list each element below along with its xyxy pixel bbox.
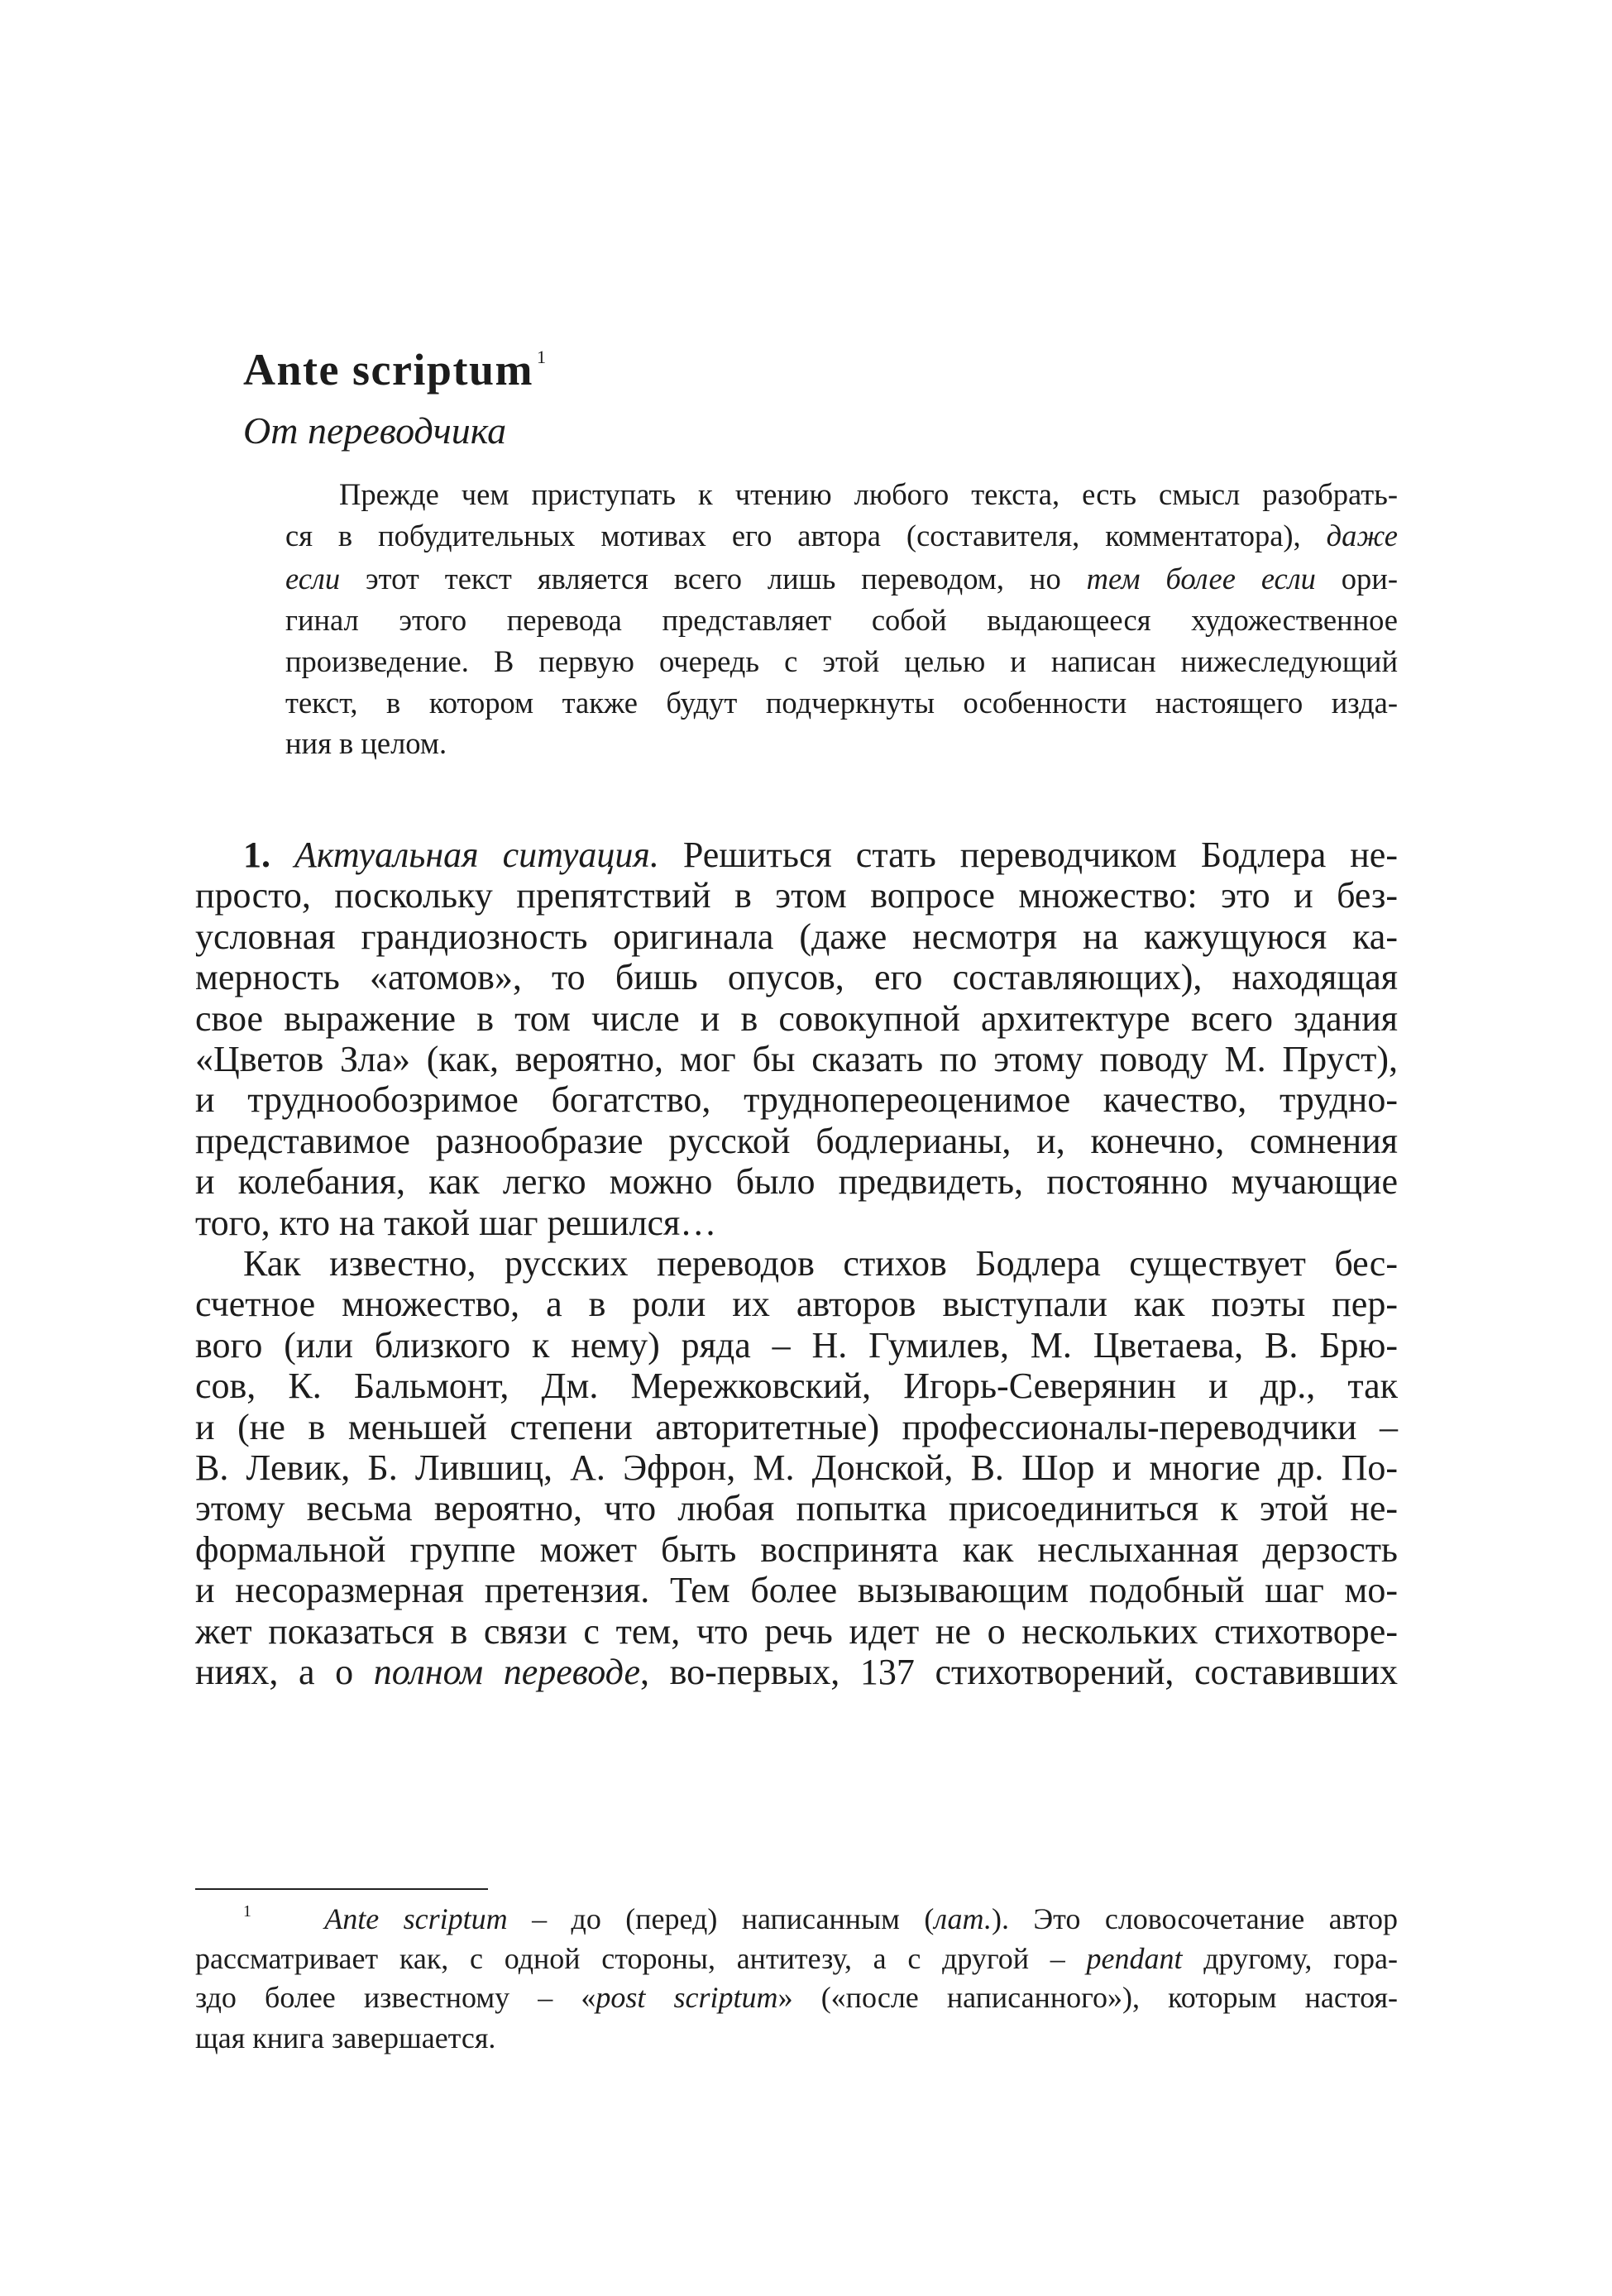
text-line: вого (или близкого к нему) ряда – Н. Гумилев, М. Цветаева, В. Брю-	[195, 1324, 1398, 1366]
chapter-title	[243, 346, 546, 395]
text-line: В. Левик, Б. Лившиц, А. Эфрон, М. Донской, В. Шор и многие др. По-	[195, 1447, 1398, 1488]
text-line: ниях, а о полном переводе, во-первых, 137 стихотворений, составивших	[195, 1652, 1398, 1692]
text-line: и труднообозримое богатство, труднопереоценимое качество, трудно-	[195, 1079, 1398, 1121]
chapter-subtitle: От переводчика	[243, 409, 507, 452]
footnote-reference[interactable]: 1	[536, 347, 546, 367]
text-line: просто, поскольку препятствий в этом вопросе множество: это и без-	[195, 875, 1398, 916]
text-line: Как известно, русских переводов стихов Бодлера существует бес-	[243, 1243, 1398, 1284]
intro-line: ния в целом.	[285, 726, 447, 760]
text-line: условная грандиозность оригинала (даже несмотря на кажущуюся ка-	[195, 916, 1398, 957]
text-line: и (не в меньшей степени авторитетные) профессионалы-переводчики –	[195, 1406, 1398, 1447]
text-line: формальной группе может быть воспринята как неслыханная дерзость	[195, 1528, 1398, 1570]
text-line: счетное множество, а в роли их авторов выступали как поэты пер-	[195, 1284, 1398, 1325]
chapter-title-text: Ante scriptum	[243, 345, 533, 395]
footnote-line: щая книга завершается.	[195, 2021, 496, 2054]
footnote-line: рассматривает как, с одной стороны, антитезу, а с другой – pendant другому, гора-	[195, 1942, 1398, 1975]
intro-line: гинал этого перевода представляет собой выдающееся художественное	[285, 603, 1398, 637]
text-line: жет показаться в связи с тем, что речь идет не о нескольких стихотворе-	[195, 1610, 1398, 1652]
footnote-line: $^1$ Ante scriptum – до (перед) написанным (лат.). Это словосочетание автор	[243, 1902, 1399, 1935]
intro-line: текст, в котором также будут подчеркнуты особенности настоящего изда-	[285, 686, 1398, 720]
text-line: и несоразмерная претензия. Тем более вызывающим подобный шаг мо-	[195, 1570, 1398, 1611]
text-line: этому весьма вероятно, что любая попытка присоединиться к этой не-	[195, 1488, 1398, 1529]
text-line: представимое разнообразие русской бодлерианы, и, конечно, сомнения	[195, 1120, 1398, 1161]
intro-line: Прежде чем приступать к чтению любого текста, есть смысл разобрать-	[339, 477, 1398, 511]
footnote-line: здо более известному – «post scriptum» («после написанного»), которым настоя-	[195, 1981, 1399, 2014]
text-line: свое выражение в том числе и в совокупной архитектуре всего здания	[195, 997, 1398, 1039]
intro-line: произведение. В первую очередь с этой целью и написан нижеследующий	[285, 644, 1398, 678]
text-line: и колебания, как легко можно было предвидеть, постоянно мучающие	[195, 1161, 1398, 1203]
text-line: того, кто на такой шаг решился…	[195, 1202, 717, 1243]
intro-line: ся в побудительных мотивах его автора (составителя, комментатора), даже	[285, 519, 1398, 552]
footnote-separator	[195, 1888, 488, 1890]
text-line: сов, К. Бальмонт, Дм. Мережковский, Игорь-Северянин и др., так	[195, 1366, 1398, 1407]
section-heading-line: 1. Актуальная ситуация. Решиться стать переводчиком Бодлера не-	[243, 835, 1398, 875]
text-line: мерность «атомов», то бишь опусов, его составляющих), находящая	[195, 957, 1398, 998]
intro-line: если этот текст является всего лишь переводом, но тем более если ори-	[285, 562, 1398, 596]
text-line: «Цветов Зла» (как, вероятно, мог бы сказать по этому поводу М. Пруст),	[195, 1039, 1398, 1079]
